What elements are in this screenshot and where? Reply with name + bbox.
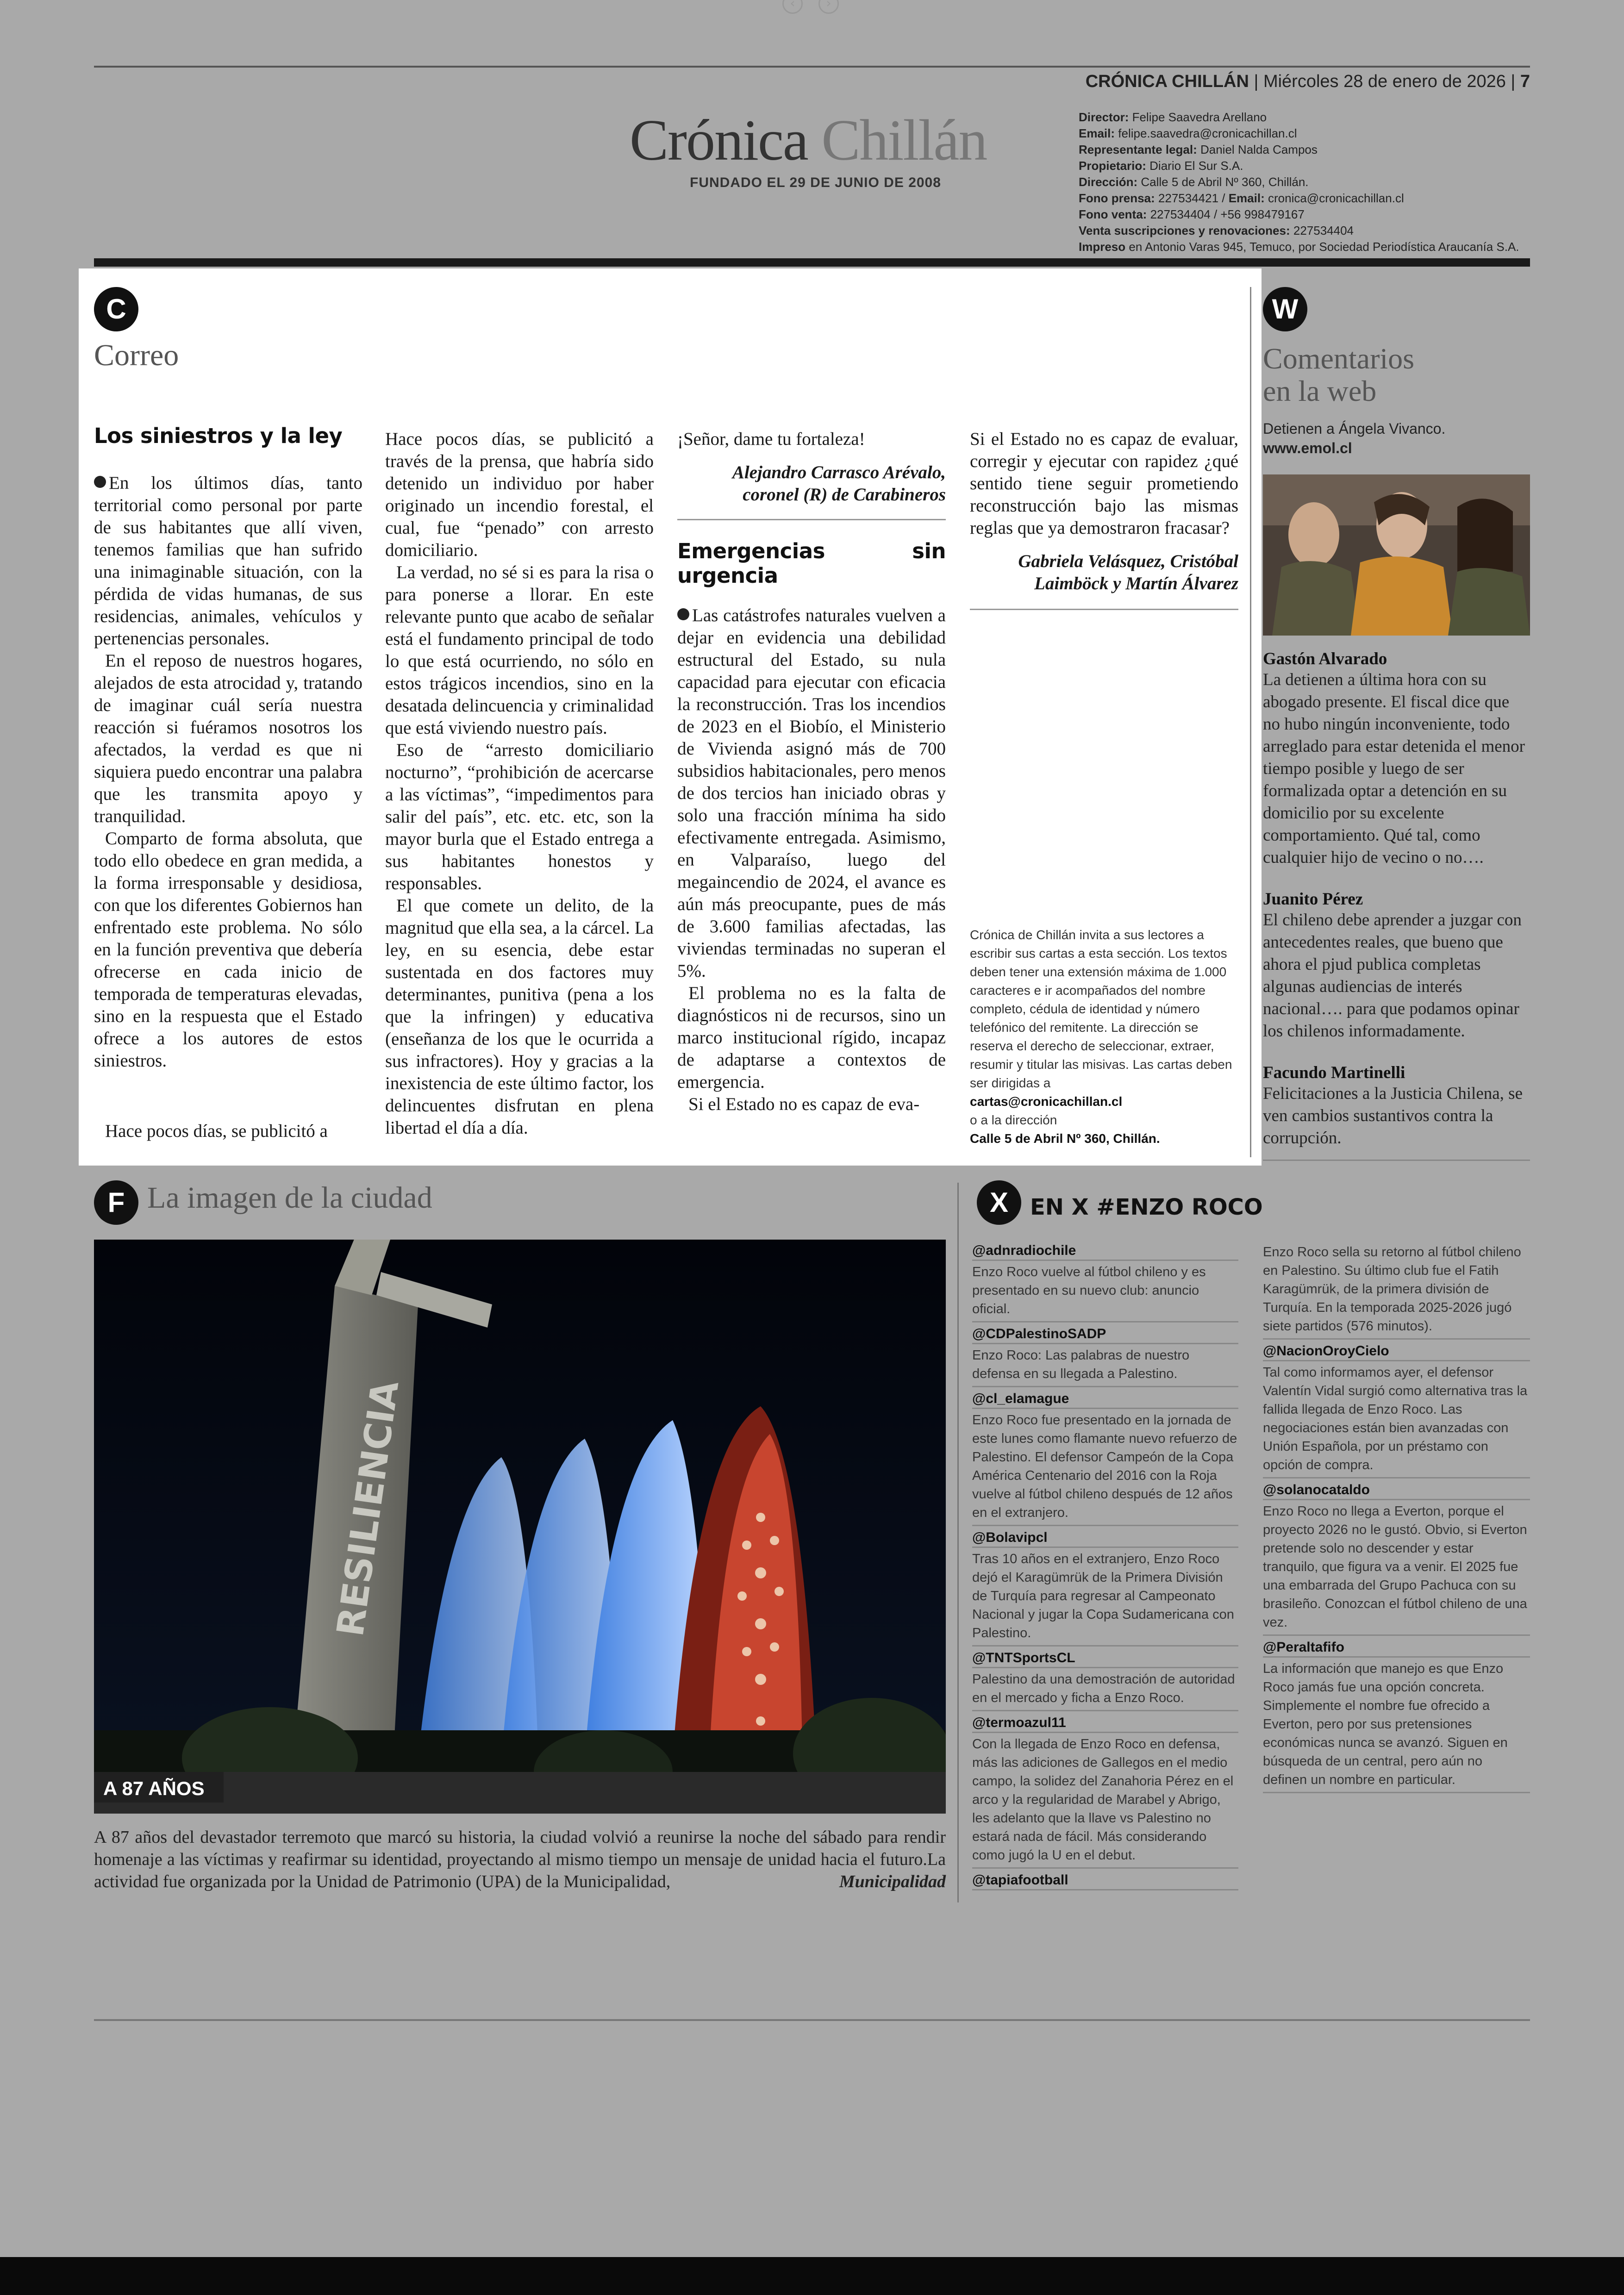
staff-line: Director: Felipe Saavedra Arellano xyxy=(1079,110,1267,124)
header-top-rule xyxy=(94,66,1530,68)
web-comment-author: Juanito Pérez xyxy=(1263,890,1363,909)
tweet-text: Enzo Roco: Las palabras de nuestro defensa en su llegada a Palestino. xyxy=(972,1348,1190,1381)
tweet-intro: Enzo Roco sella su retorno al fútbol chileno en Palestino. Su último club fue el Fatih Karagümrük, de la primera división de Turquía. En la temporada 2025-2026 jugó siete partidos (576 minutos). xyxy=(1263,1243,1530,1340)
imagen-badge: F xyxy=(94,1180,138,1225)
tweet-text: Tras 10 años en el extranjero, Enzo Roco dejó el Karagümrük de la Primera División de Turquía para regresar al Campeonato Nacional y jugar la Copa Sudamericana con Palestino. xyxy=(972,1552,1234,1640)
letter-divider xyxy=(677,519,946,520)
photo-tower-text: RESILIENCIA xyxy=(328,1378,407,1639)
web-comment-author: Facundo Martinelli xyxy=(1263,1063,1405,1082)
tweet-text: Enzo Roco vuelve al fútbol chileno y es presentado en su nuevo club: anuncio oficial. xyxy=(972,1265,1206,1316)
page-bottom-rule xyxy=(94,2019,1530,2021)
letter2-p3-start: Si el Estado no es capaz de eva- xyxy=(688,1094,920,1114)
web-comment xyxy=(1263,889,1530,1042)
cartas-or: o a la dirección xyxy=(970,1113,1057,1127)
letter-divider-2 xyxy=(970,609,1238,610)
tweet-text: Con la llegada de Enzo Roco en defensa, más las adiciones de Gallegos en el medio campo, la solidez del Zanahoria Pérez en el arco y la regularidad de Marabel y Abrigo, les adelanto que la llave vs Palestino no estará nada de fácil. Más considerando como jugó la U en el debut. xyxy=(972,1737,1234,1863)
folio-name: CRÓNICA CHILLÁN xyxy=(1085,72,1249,91)
tweet-handle[interactable]: @Bolavipcl xyxy=(972,1530,1238,1548)
tweet-handle[interactable]: @adnradiochile xyxy=(972,1243,1238,1261)
web-comment xyxy=(1263,649,1530,869)
folio: CRÓNICA CHILLÁN | Miércoles 28 de enero de 2026 | 7 xyxy=(1085,72,1530,91)
tweet xyxy=(972,1391,1238,1526)
tweet xyxy=(972,1715,1238,1869)
letter1-p8: ¡Señor, dame tu fortaleza! xyxy=(677,429,865,449)
masthead-part1: Crónica xyxy=(630,108,808,173)
letter1-p5: La verdad, no sé si es para la risa o para ponerse a llorar. En este relevante punto que acabo de señalar está el fundamento principal de todo lo que está ocurriendo, no sólo en estos trágicos incendios, sino en la desatada delincuencia y criminalidad que está viviendo nuestro país. xyxy=(385,562,654,738)
web-bottom-rule xyxy=(1263,1160,1530,1161)
web-comment-text: El chileno debe aprender a juzgar con antecedentes reales, que bueno que ahora el pjud publica completas algunas audiencias de interés nacional…. para que podamos opinar los chilenos informadamente. xyxy=(1263,911,1522,1041)
cartas-invite xyxy=(970,926,1238,1148)
bullet-icon xyxy=(677,608,689,620)
tweet xyxy=(972,1243,1238,1322)
column-divider xyxy=(1250,287,1251,1157)
tweet-handle[interactable]: @tapiafootball xyxy=(972,1872,1238,1890)
cartas-invite-text: Crónica de Chillán invita a sus lectores a escribir sus cartas a esta sección. Los textos deben tener una extensión máxima de 1.000 caracteres e ir acompañados del nombre completo, cédula de identidad y número telefónico del remitente. La dirección se reserva el derecho de seleccionar, extraer, resumir y titular las misivas. Las cartas deben ser dirigidas a xyxy=(970,928,1232,1090)
letter2-p2: El problema no es la falta de diagnósticos ni de recursos, sino un marco institucional rígido, incapaz de adaptarse a contextos de emergencia. xyxy=(677,983,946,1092)
web-comments xyxy=(1263,649,1530,1170)
letter1-signature: Alejandro Carrasco Arévalo, coronel (R) de Carabineros xyxy=(732,462,946,505)
correo-title: Correo xyxy=(94,338,179,372)
tweet-text: Tal como informamos ayer, el defensor Valentín Vidal surgió como alternativa tras la fallida llegada de Enzo Roco. Las negociaciones están bien avanzadas con Unión Española, por un préstamo con opción de compra. xyxy=(1263,1365,1528,1472)
letter1-p1: En los últimos días, tanto territorial como personal por parte de sus habitantes que allí viven, tenemos familias que han sufrido una inimaginable situación, con la pérdida de vidas humanas, de sus residencias, animales, vehículos y pertenencias personales. xyxy=(94,473,362,649)
tweet xyxy=(972,1650,1238,1711)
tweet-handle[interactable]: @solanocataldo xyxy=(1263,1482,1530,1500)
letter1-column-1 xyxy=(94,424,362,1072)
folio-page: 7 xyxy=(1520,72,1530,91)
web-title: Comentarios en la web xyxy=(1263,342,1415,407)
photo-label: A 87 AÑOS xyxy=(103,1777,205,1799)
tweet xyxy=(972,1530,1238,1646)
web-badge: W xyxy=(1263,287,1307,331)
tweet xyxy=(972,1326,1238,1387)
imagen-divider xyxy=(957,1183,959,1902)
founded-line: FUNDADO EL 29 DE JUNIO DE 2008 xyxy=(690,175,941,190)
tweet xyxy=(1263,1343,1530,1478)
folio-date: Miércoles 28 de enero de 2026 xyxy=(1263,72,1506,91)
tweet-text: La información que manejo es que Enzo Roco jamás fue una opción concreta. Simplemente el nombre fue ofrecido a Everton, pero por sus pretensiones económicas nunca se avanzó. Siguen en búsqueda de un central, pero aún no definen un nombre en particular. xyxy=(1263,1661,1508,1787)
letter2-signature: Gabriela Velásquez, Cristóbal Laimböck y Martín Álvarez xyxy=(1018,551,1238,593)
imagen-title: La imagen de la ciudad xyxy=(147,1181,432,1215)
photo-caption xyxy=(94,1826,946,1893)
letter1-p3: Comparto de forma absoluta, que todo ello obedece en gran medida, a la forma irresponsable y desidiosa, con que los diferentes Gobiernos han enfrentado este problema. No sólo en la función preventiva que debería ofrecerse en cada inicio de temporada de temperaturas elevadas, sino en la respuesta que el Estado ofrece a los autores de estos siniestros. xyxy=(94,829,362,1071)
tweet-text: Enzo Roco fue presentado en la jornada de este lunes como flamante nuevo refuerzo de Palestino. El defensor Campeón de la Copa América Centenario del 2016 con la Roja vuelve al fútbol chileno después de 12 años en el extranjero. xyxy=(972,1413,1237,1520)
staff-box xyxy=(1079,109,1519,255)
web-subtitle: Detienen a Ángela Vivanco. www.emol.cl xyxy=(1263,420,1446,456)
tweet-handle[interactable]: @CDPalestinoSADP xyxy=(972,1326,1238,1344)
staff-line: Representante legal: Daniel Nalda Campos xyxy=(1079,143,1318,156)
letter2-column-4 xyxy=(970,428,1238,610)
masthead-part2: Chillán xyxy=(821,108,987,173)
cartas-address: Calle 5 de Abril Nº 360, Chillán. xyxy=(970,1131,1160,1146)
tweets-left-column xyxy=(972,1243,1238,1892)
web-comment-author: Gastón Alvarado xyxy=(1263,649,1387,668)
staff-line: Email: felipe.saavedra@cronicachillan.cl xyxy=(1079,126,1297,140)
caption-text: A 87 años del devastador terremoto que marcó su historia, la ciudad volvió a reunirse la noche del sábado para rendir homenaje a las víctimas y reafirmar su identidad, proyectando al mismo tiempo un mensaje de unidad hacia el futuro.La actividad fue organizada por la Unidad de Patrimonio (UPA) de la Municipalidad, xyxy=(94,1827,946,1891)
tweet-handle[interactable]: @TNTSportsCL xyxy=(972,1650,1238,1668)
x-badge: X xyxy=(977,1180,1021,1225)
tweet-handle[interactable]: @Peraltafifo xyxy=(1263,1640,1530,1658)
staff-line: Dirección: Calle 5 de Abril Nº 360, Chillán. xyxy=(1079,175,1309,189)
web-comment-text: Felicitaciones a la Justicia Chilena, se ven cambios sustantivos contra la corrupción. xyxy=(1263,1084,1523,1148)
tweet-handle[interactable]: @cl_elamague xyxy=(972,1391,1238,1409)
viewer-bottom-bar xyxy=(0,2257,1624,2295)
tweet xyxy=(972,1872,1238,1890)
staff-line: Fono venta: 227534404 / +56 998479167 xyxy=(1079,207,1305,221)
x-title: EN X #ENZO ROCO xyxy=(1030,1194,1263,1220)
letter1-p7: El que comete un delito, de la magnitud que ella sea, a la cárcel. La ley, en su esencia, debe estar sustentada en dos factores muy determinantes, punitiva (pena a los que la infringen) y educativa (enseñanza de los que le ocurrida a sus infractores). Hoy y gracias a la inexistencia de este último factor, los delincuentes disfrutan en plena libertad el día a día. xyxy=(385,896,654,1138)
letter1-p2: En el reposo de nuestros hogares, alejados de esta atrocidad y, tratando de imaginar cuál sería nuestra reacción si fuéramos nosotros los afectados, la verdad es que ni siquiera puedo encontrar una palabra que les transmita apoyo y tranquilidad. xyxy=(94,651,362,826)
city-photo xyxy=(94,1240,946,1814)
photo-credit: Municipalidad xyxy=(839,1872,946,1891)
tweet-handle[interactable]: @NacionOroyCielo xyxy=(1263,1343,1530,1361)
cartas-email[interactable]: cartas@cronicachillan.cl xyxy=(970,1094,1123,1109)
masthead-title xyxy=(630,107,987,174)
staff-line: Impreso en Antonio Varas 945, Temuco, por Sociedad Periodística Araucanía S.A. xyxy=(1079,240,1519,254)
web-site-link[interactable]: www.emol.cl xyxy=(1263,440,1352,456)
tweet xyxy=(1263,1640,1530,1793)
tweet-text: Palestino da una demostración de autoridad en el mercado y ficha a Enzo Roco. xyxy=(972,1672,1235,1705)
tweet xyxy=(1263,1482,1530,1636)
letter2-headline: Emergencias sin urgencia xyxy=(677,539,946,588)
tweet-handle[interactable]: @termoazul11 xyxy=(972,1715,1238,1733)
bullet-icon xyxy=(94,476,106,488)
city-photo-illustration xyxy=(94,1240,946,1814)
staff-line: Propietario: Diario El Sur S.A. xyxy=(1079,159,1243,173)
web-comment-text: La detienen a última hora con su abogado presente. El fiscal dice que no hubo ningún inconveniente, todo arreglado para estar detenida el menor tiempo posible y luego de ser formalizada optar a detención en su domicilio por su excelente comportamiento. Qué tal, como cualquier hijo de vecino o no…. xyxy=(1263,670,1525,867)
tweet-text: Enzo Roco no llega a Everton, porque el proyecto 2026 no le gustó. Obvio, si Everton pretende solo no descender y estar tranquilo, que figura va a venir. El 2025 fue una embarrada del Grupo Pachuca con su brasileño. Conozcan el fútbol chileno de una vez. xyxy=(1263,1504,1527,1630)
web-comment xyxy=(1263,1063,1530,1149)
staff-line: Venta suscripciones y renovaciones: 227534404 xyxy=(1079,224,1354,237)
correo-badge: C xyxy=(94,287,138,331)
letter1-headline: Los siniestros y la ley xyxy=(94,424,343,448)
letter1-p6: Eso de “arresto domiciliario nocturno”, “prohibición de acercarse a las víctimas”, “impedimentos para salir del país”, etc. etc. etc, son la mayor burla que el Estado entrega a sus habitantes honestos y responsables. xyxy=(385,740,654,893)
staff-line: Fono prensa: 227534421 / Email: cronica@cronicachillan.cl xyxy=(1079,191,1404,205)
previous-page-icon[interactable]: ‹ xyxy=(782,0,803,14)
header-thick-bar xyxy=(94,258,1530,267)
letter2-p1: Las catástrofes naturales vuelven a dejar en evidencia una debilidad estructural del Estado, su nula capacidad para ejecutar con eficacia la reconstrucción. Tras los incendios de 2023 en el Biobío, el Ministerio de Vivienda asignó más de 700 subsidios habitacionales, pero menos de dos tercios han iniciado obras y solo una fracción mínima ha sido efectivamente entregada. Asimismo, en Valparaíso, luego del megaincendio de 2024, el avance es aún más preocupante, pues de más de 3.600 familias afectadas, las viviendas terminadas no superan el 5%. xyxy=(677,605,946,981)
tweets-right-column xyxy=(1263,1243,1530,1797)
vivanco-photo xyxy=(1263,474,1530,636)
letter1-p4: Hace pocos días, se publicitó a través de la prensa, que habría sido detenido un individuo por haber originado un incendio forestal, el cual, fue “penado” con arresto domiciliario. xyxy=(385,429,654,560)
letter2-p3: Si el Estado no es capaz de evaluar, corregir y ejecutar con rapidez ¿qué sentido tiene seguir prometiendo reconstrucción bajo las mismas reglas que ya demostraron fracasar? xyxy=(970,429,1238,538)
letter1-p4-start: Hace pocos días, se publicitó a xyxy=(105,1121,328,1141)
letter1-column-2 xyxy=(385,428,654,1139)
next-page-icon[interactable]: › xyxy=(818,0,839,14)
letter1-column-3 xyxy=(677,428,946,1116)
